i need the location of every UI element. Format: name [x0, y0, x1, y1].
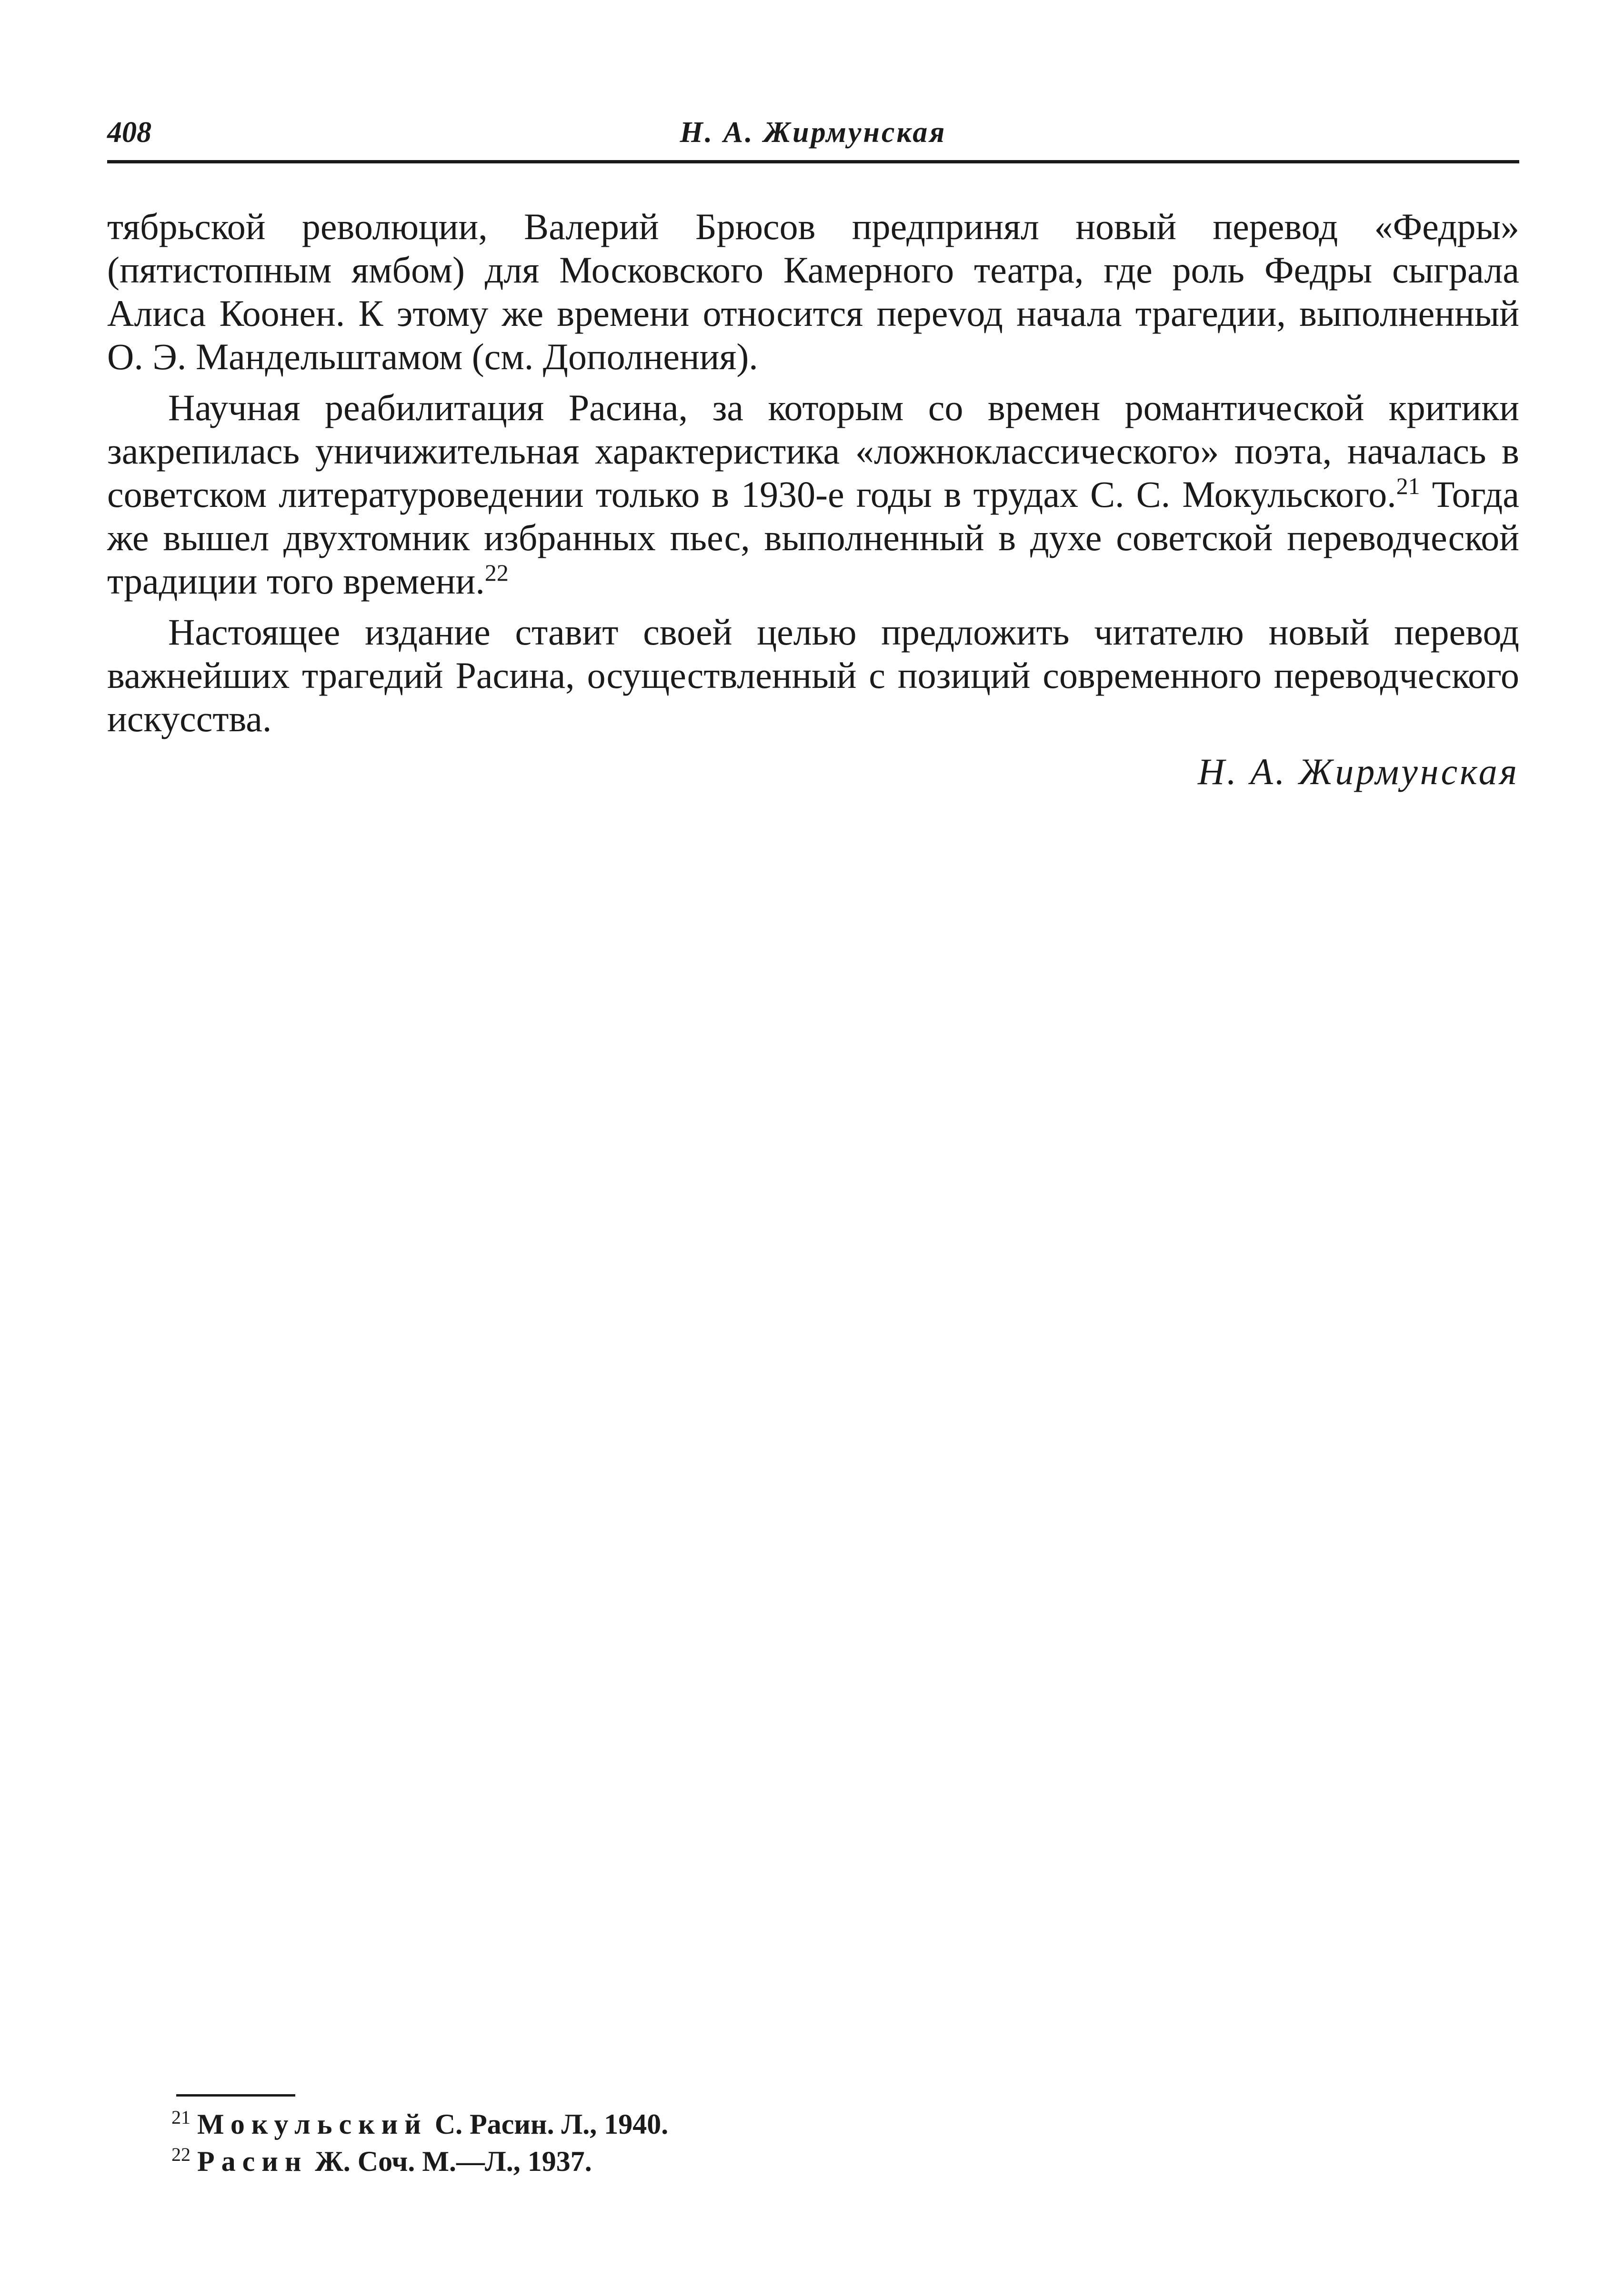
footnote-text: Ж. Соч. М.—Л., 1937. — [308, 2146, 592, 2177]
footnote-ref-22[interactable]: 22 — [484, 559, 509, 586]
header-rule — [107, 160, 1519, 163]
footnote-22 — [171, 2143, 1124, 2180]
footnotes — [171, 2106, 1124, 2180]
footnote-author: Мокульский — [197, 2108, 428, 2140]
paragraph-2-part-2: Тогда же вышел двухтомник избранных пьес, выполненный в духе советской переводческой традиции того времени. — [107, 474, 1519, 602]
footnote-author: Расин — [197, 2146, 308, 2177]
page-header — [107, 109, 1519, 156]
footnote-rule — [176, 2094, 295, 2097]
footnote-mark: 21 — [171, 2107, 190, 2128]
paragraph-2 — [107, 386, 1519, 603]
page-number: 408 — [107, 116, 151, 149]
paragraph-3: Настоящее издание ставит своей целью предложить читателю новый перевод важнейших трагедий Расина, осуществленный с позиций современного переводческого искусства. — [107, 611, 1519, 739]
running-head: Н. А. Жирмунская — [680, 116, 947, 149]
body-text — [107, 205, 1519, 796]
footnote-21 — [171, 2106, 1124, 2143]
footnote-text: С. Расин. Л., 1940. — [427, 2108, 669, 2140]
footnote-ref-21[interactable]: 21 — [1396, 473, 1420, 499]
footnote-mark: 22 — [171, 2144, 190, 2165]
paragraph-2-part-1: Научная реабилитация Расина, за которым со времен романтической критики закрепилась уничижительная характеристика «ложноклассического» поэта, началась в советском литературоведении только в 1930-е годы в трудах С. С. Мокульского. — [107, 387, 1519, 515]
paragraph-1: тябрьской революции, Валерий Брюсов предпринял новый перевод «Федры» (пятистопным ямбом) для Московского Камерного театра, где роль Федры сыграла Алиса Коонен. К этому же времени относится переvод начала трагедии, выполненный О. Э. Мандельштамом (см. Дополнения). — [107, 206, 1519, 377]
signature: Н. А. Жирмунская — [1197, 751, 1519, 792]
